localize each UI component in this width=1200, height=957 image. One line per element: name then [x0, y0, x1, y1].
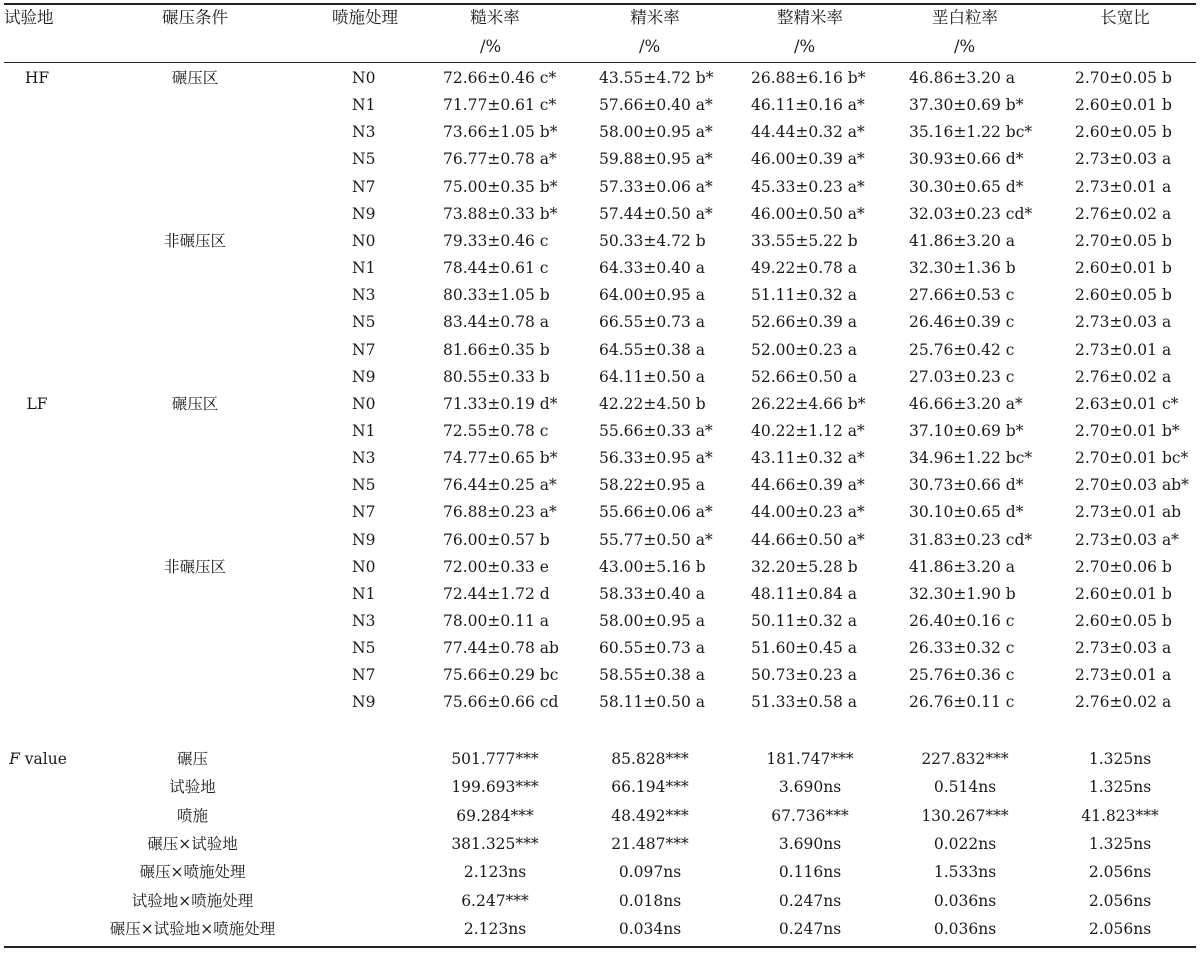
cell-value: 27.66±0.53 c: [909, 286, 1015, 305]
anova-value: 0.514ns: [933, 778, 997, 797]
cell-value: 64.55±0.38 a: [599, 340, 706, 359]
table-row: [0, 64, 1200, 92]
cell-value: 58.00±0.95 a: [599, 612, 706, 630]
anova-source: 碾压×试验地: [147, 834, 238, 853]
header-head-rice: 整精米率: [777, 8, 843, 27]
header-milled-rice: 精米率: [630, 8, 680, 27]
cell-value: 50.73±0.23 a: [751, 666, 858, 685]
anova-value: 66.194***: [611, 778, 689, 797]
cell-value: 51.60±0.45 a: [751, 639, 858, 658]
cell-value: 76.77±0.78 a*: [443, 150, 557, 169]
anova-source: 喷施: [176, 806, 208, 825]
cell-spray: N7: [352, 340, 376, 359]
anova-value: 2.056ns: [1088, 919, 1152, 938]
cell-value: 35.16±1.22 bc*: [909, 123, 1033, 142]
cell-value: 25.76±0.36 c: [909, 666, 1015, 685]
cell-value: 26.22±4.66 b*: [751, 394, 866, 413]
cell-spray: N1: [352, 421, 376, 440]
cell-value: 55.77±0.50 a*: [599, 530, 713, 549]
table-row: [0, 91, 1200, 119]
cell-value: 73.88±0.33 b*: [443, 204, 558, 223]
anova-value: 381.325***: [451, 834, 539, 853]
anova-value: 41.823***: [1081, 806, 1159, 825]
cell-value: 46.11±0.16 a*: [751, 96, 865, 115]
cell-spray: N1: [352, 96, 376, 115]
anova-value: 1.325ns: [1088, 750, 1152, 768]
cell-value: 2.73±0.01 ab: [1075, 503, 1182, 522]
cell-spray: N1: [352, 259, 376, 278]
cell-value: 2.73±0.03 a: [1075, 313, 1172, 332]
anova-value: 130.267***: [921, 806, 1009, 825]
cell-value: 64.00±0.95 a: [599, 286, 706, 305]
cell-value: 79.33±0.46 c: [443, 231, 549, 250]
cell-spray: N9: [352, 367, 376, 386]
cell-spray: N0: [352, 394, 376, 413]
cell-value: 2.73±0.01 a: [1075, 666, 1172, 685]
table-row: [0, 390, 1200, 418]
cell-value: 44.66±0.50 a*: [751, 530, 865, 549]
anova-value: 2.056ns: [1088, 863, 1152, 882]
anova-value: 67.736***: [771, 806, 849, 825]
cell-value: 52.66±0.39 a: [751, 313, 858, 332]
cell-value: 43.11±0.32 a*: [751, 449, 865, 468]
anova-row: [0, 773, 1200, 801]
cell-site: HF: [24, 69, 50, 87]
cell-spray: N0: [352, 231, 376, 250]
cell-value: 32.20±5.28 b: [751, 557, 858, 576]
header-brown-rice: 糙米率: [470, 8, 520, 27]
cell-value: 76.44±0.25 a*: [443, 476, 557, 495]
cell-value: 41.86±3.20 a: [909, 557, 1016, 576]
header-aspect-ratio: 长宽比: [1100, 8, 1150, 27]
cell-value: 55.66±0.06 a*: [599, 503, 713, 522]
cell-value: 50.11±0.32 a: [751, 612, 858, 630]
anova-source: 碾压×喷施处理: [139, 863, 246, 882]
anova-value: 1.533ns: [933, 863, 997, 882]
unit-brown-rice: /%: [480, 37, 502, 56]
cell-value: 37.10±0.69 b*: [909, 421, 1024, 440]
header-site: 试验地: [4, 8, 54, 27]
cell-value: 76.00±0.57 b: [443, 530, 550, 549]
cell-value: 51.33±0.58 a: [751, 693, 858, 712]
cell-value: 26.88±6.16 b*: [751, 69, 866, 87]
cell-value: 44.44±0.32 a*: [751, 123, 865, 142]
cell-value: 2.76±0.02 a: [1075, 367, 1172, 386]
anova-value: 2.123ns: [463, 863, 527, 882]
table-row: [0, 308, 1200, 336]
anova-value: 0.097ns: [618, 863, 682, 882]
cell-value: 72.44±1.72 d: [443, 584, 550, 603]
cell-value: 46.86±3.20 a: [909, 69, 1016, 87]
table-row: [0, 145, 1200, 173]
cell-value: 40.22±1.12 a*: [751, 421, 865, 440]
cell-value: 58.00±0.95 a*: [599, 123, 713, 142]
cell-value: 2.70±0.05 b: [1075, 69, 1172, 87]
cell-value: 46.00±0.39 a*: [751, 150, 865, 169]
table-row: [0, 254, 1200, 282]
table-row: [0, 661, 1200, 689]
cell-value: 2.70±0.05 b: [1075, 231, 1172, 250]
cell-value: 71.33±0.19 d*: [443, 394, 558, 413]
anova-value: 0.034ns: [618, 919, 682, 938]
cell-spray: N3: [352, 286, 376, 305]
cell-value: 2.76±0.02 a: [1075, 204, 1172, 223]
cell-value: 46.00±0.50 a*: [751, 204, 865, 223]
cell-value: 46.66±3.20 a*: [909, 394, 1023, 413]
anova-source: 试验地: [169, 778, 216, 797]
cell-value: 27.03±0.23 c: [909, 367, 1015, 386]
anova-value: 2.123ns: [463, 919, 527, 938]
anova-value: 2.056ns: [1088, 891, 1152, 910]
anova-value: 1.325ns: [1088, 778, 1152, 797]
cell-spray: N9: [352, 204, 376, 223]
cell-value: 56.33±0.95 a*: [599, 449, 713, 468]
cell-spray: N5: [352, 313, 376, 332]
cell-value: 30.10±0.65 d*: [909, 503, 1024, 522]
cell-value: 58.11±0.50 a: [599, 693, 706, 712]
table-row: [0, 634, 1200, 662]
cell-value: 57.33±0.06 a*: [599, 177, 713, 196]
cell-value: 64.11±0.50 a: [599, 367, 706, 386]
cell-value: 73.66±1.05 b*: [443, 123, 558, 142]
cell-condition: 非碾压区: [163, 557, 226, 576]
header-chalky: 垩白粒率: [932, 8, 998, 27]
cell-value: 2.73±0.03 a: [1075, 150, 1172, 169]
cell-value: 51.11±0.32 a: [751, 286, 858, 305]
cell-value: 30.73±0.66 d*: [909, 476, 1024, 495]
anova-source: 碾压: [176, 750, 208, 768]
anova-value: 6.247***: [461, 891, 529, 910]
table-row: [0, 526, 1200, 554]
table-row: [0, 281, 1200, 309]
cell-spray: N3: [352, 612, 376, 630]
table-row: [0, 580, 1200, 608]
anova-value: 0.036ns: [933, 891, 997, 910]
table-row: [0, 173, 1200, 201]
cell-value: 71.77±0.61 c*: [443, 96, 557, 115]
cell-value: 31.83±0.23 cd*: [909, 530, 1033, 549]
cell-value: 2.73±0.01 a: [1075, 340, 1172, 359]
cell-value: 2.73±0.03 a: [1075, 639, 1172, 658]
cell-value: 52.00±0.23 a: [751, 340, 858, 359]
cell-value: 2.70±0.06 b: [1075, 557, 1172, 576]
anova-value: 85.828***: [611, 750, 689, 768]
table-row: [0, 688, 1200, 716]
cell-value: 26.33±0.32 c: [909, 639, 1015, 658]
cell-value: 25.76±0.42 c: [909, 340, 1015, 359]
cell-value: 60.55±0.73 a: [599, 639, 706, 658]
cell-value: 77.44±0.78 ab: [443, 639, 559, 658]
header-condition: 碾压条件: [162, 8, 228, 27]
anova-value: 69.284***: [456, 806, 534, 825]
cell-value: 76.88±0.23 a*: [443, 503, 557, 522]
anova-value: 0.018ns: [618, 891, 682, 910]
cell-value: 64.33±0.40 a: [599, 259, 706, 278]
cell-spray: N7: [352, 666, 376, 685]
anova-row: [0, 745, 1200, 773]
anova-row: [0, 830, 1200, 858]
header-unit-row: [0, 33, 1200, 61]
cell-spray: N9: [352, 693, 376, 712]
cell-value: 32.03±0.23 cd*: [909, 204, 1033, 223]
cell-value: 52.66±0.50 a: [751, 367, 858, 386]
cell-value: 30.30±0.65 d*: [909, 177, 1024, 196]
table-row: [0, 498, 1200, 526]
cell-value: 2.60±0.05 b: [1075, 123, 1172, 142]
cell-value: 80.33±1.05 b: [443, 286, 550, 305]
anova-value: 501.777***: [451, 750, 539, 768]
cell-value: 72.55±0.78 c: [443, 421, 549, 440]
cell-value: 81.66±0.35 b: [443, 340, 550, 359]
table-row: [0, 363, 1200, 391]
anova-value: 0.022ns: [933, 834, 997, 853]
cell-value: 43.00±5.16 b: [599, 557, 706, 576]
cell-value: 58.22±0.95 a: [599, 476, 706, 495]
cell-value: 72.66±0.46 c*: [443, 69, 557, 87]
cell-value: 44.66±0.39 a*: [751, 476, 865, 495]
cell-value: 26.46±0.39 c: [909, 313, 1015, 332]
table-row: [0, 336, 1200, 364]
anova-source: 试验地×喷施处理: [131, 891, 254, 910]
unit-milled-rice: /%: [639, 37, 661, 56]
bottom-rule: [4, 946, 1196, 948]
cell-value: 57.44±0.50 a*: [599, 204, 713, 223]
cell-value: 2.73±0.03 a*: [1075, 530, 1179, 549]
cell-value: 37.30±0.69 b*: [909, 96, 1024, 115]
anova-value: 227.832***: [921, 750, 1009, 768]
cell-value: 2.63±0.01 c*: [1075, 394, 1179, 413]
fvalue-label: F value: [9, 750, 67, 768]
cell-value: 34.96±1.22 bc*: [909, 449, 1033, 468]
cell-value: 2.70±0.03 ab*: [1075, 476, 1189, 495]
cell-value: 43.55±4.72 b*: [599, 69, 714, 87]
anova-value: 21.487***: [611, 834, 689, 853]
anova-row: [0, 887, 1200, 915]
cell-spray: N7: [352, 503, 376, 522]
cell-value: 78.44±0.61 c: [443, 259, 549, 278]
table-row: [0, 553, 1200, 581]
cell-value: 2.60±0.01 b: [1075, 96, 1172, 115]
header-row: [0, 4, 1200, 32]
cell-value: 41.86±3.20 a: [909, 231, 1016, 250]
table-row: [0, 417, 1200, 445]
cell-value: 2.60±0.05 b: [1075, 612, 1172, 630]
cell-value: 42.22±4.50 b: [599, 394, 706, 413]
cell-value: 49.22±0.78 a: [751, 259, 858, 278]
cell-value: 26.76±0.11 c: [909, 693, 1015, 712]
unit-head-rice: /%: [794, 37, 816, 56]
cell-value: 44.00±0.23 a*: [751, 503, 865, 522]
header-spray: 喷施处理: [332, 8, 398, 27]
cell-value: 57.66±0.40 a*: [599, 96, 713, 115]
cell-value: 2.60±0.05 b: [1075, 286, 1172, 305]
cell-value: 30.93±0.66 d*: [909, 150, 1024, 169]
anova-value: 199.693***: [451, 778, 539, 797]
cell-spray: N0: [352, 557, 376, 576]
cell-value: 58.55±0.38 a: [599, 666, 706, 685]
cell-spray: N5: [352, 150, 376, 169]
cell-value: 32.30±1.90 b: [909, 584, 1016, 603]
cell-spray: N9: [352, 530, 376, 549]
unit-chalky: /%: [954, 37, 976, 56]
cell-condition: 碾压区: [171, 69, 219, 87]
cell-spray: N5: [352, 476, 376, 495]
cell-value: 48.11±0.84 a: [751, 584, 858, 603]
anova-value: 0.247ns: [778, 919, 842, 938]
cell-spray: N1: [352, 584, 376, 603]
cell-spray: N0: [352, 69, 376, 87]
cell-value: 2.70±0.01 b*: [1075, 421, 1180, 440]
anova-row: [0, 858, 1200, 886]
cell-value: 33.55±5.22 b: [751, 231, 858, 250]
table-row: [0, 200, 1200, 228]
cell-value: 45.33±0.23 a*: [751, 177, 865, 196]
cell-value: 66.55±0.73 a: [599, 313, 706, 332]
cell-value: 74.77±0.65 b*: [443, 449, 558, 468]
anova-value: 48.492***: [611, 806, 689, 825]
cell-condition: 非碾压区: [163, 231, 226, 250]
cell-value: 32.30±1.36 b: [909, 259, 1016, 278]
cell-site: LF: [26, 394, 48, 413]
cell-value: 75.66±0.66 cd: [443, 693, 559, 712]
cell-value: 26.40±0.16 c: [909, 612, 1015, 630]
anova-value: 3.690ns: [778, 834, 842, 853]
cell-value: 2.70±0.01 bc*: [1075, 449, 1189, 468]
anova-value: 0.116ns: [778, 863, 842, 882]
anova-value: 0.036ns: [933, 919, 997, 938]
cell-value: 72.00±0.33 e: [443, 557, 549, 576]
table-row: [0, 607, 1200, 635]
cell-value: 2.76±0.02 a: [1075, 693, 1172, 712]
cell-value: 80.55±0.33 b: [443, 367, 550, 386]
cell-spray: N3: [352, 449, 376, 468]
anova-source: 碾压×试验地×喷施处理: [109, 919, 276, 938]
cell-value: 2.60±0.01 b: [1075, 259, 1172, 278]
anova-row: [0, 802, 1200, 830]
anova-value: 181.747***: [766, 750, 854, 768]
cell-spray: N7: [352, 177, 376, 196]
anova-row: [0, 915, 1200, 943]
cell-value: 58.33±0.40 a: [599, 584, 706, 603]
table-row: [0, 118, 1200, 146]
anova-value: 3.690ns: [778, 778, 842, 797]
cell-value: 55.66±0.33 a*: [599, 421, 713, 440]
header-rule: [4, 62, 1196, 63]
anova-value: 0.247ns: [778, 891, 842, 910]
cell-spray: N5: [352, 639, 376, 658]
cell-value: 50.33±4.72 b: [599, 231, 706, 250]
table-row: [0, 444, 1200, 472]
cell-value: 83.44±0.78 a: [443, 313, 550, 332]
cell-value: 2.60±0.01 b: [1075, 584, 1172, 603]
cell-value: 2.73±0.01 a: [1075, 177, 1172, 196]
cell-value: 75.00±0.35 b*: [443, 177, 558, 196]
table-row: [0, 471, 1200, 499]
cell-spray: N3: [352, 123, 376, 142]
table-row: [0, 227, 1200, 255]
anova-value: 1.325ns: [1088, 834, 1152, 853]
cell-value: 78.00±0.11 a: [443, 612, 550, 630]
cell-condition: 碾压区: [171, 394, 219, 413]
cell-value: 75.66±0.29 bc: [443, 666, 559, 685]
cell-value: 59.88±0.95 a*: [599, 150, 713, 169]
